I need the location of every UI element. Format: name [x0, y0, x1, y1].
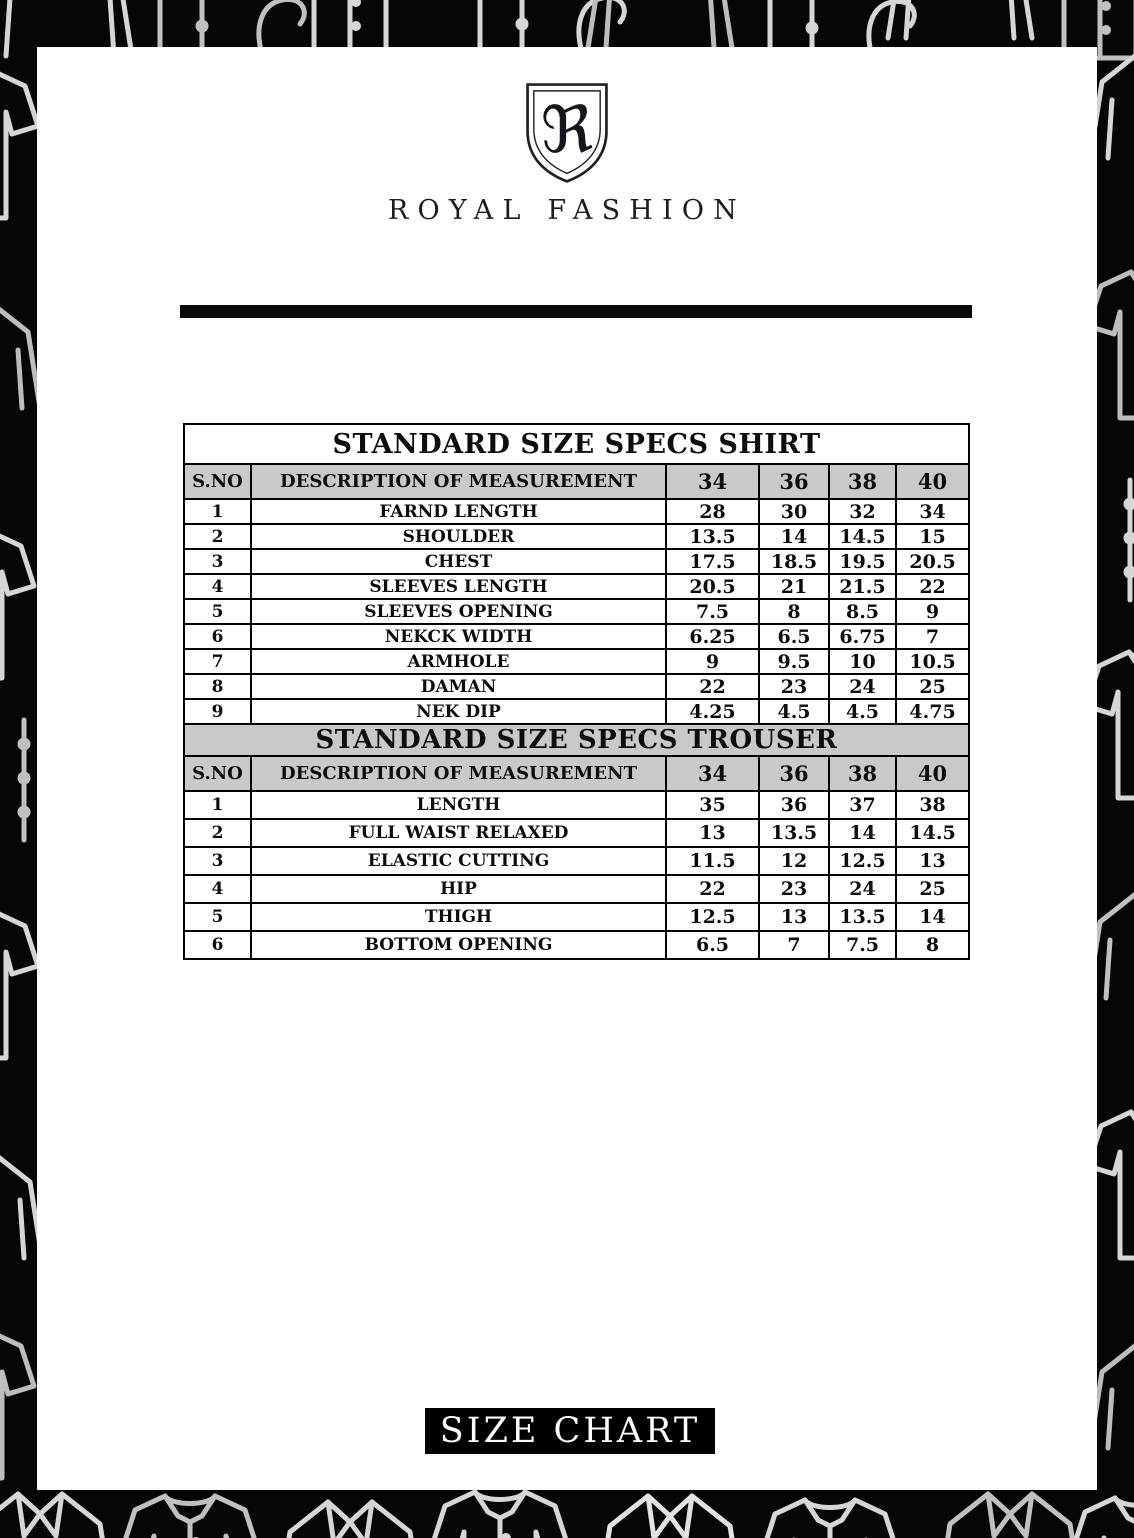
measurement-value: 8: [896, 931, 969, 959]
measurement-value: 13.5: [829, 903, 896, 931]
measurement-name: ARMHOLE: [251, 649, 666, 674]
table-row: [184, 574, 969, 599]
measurement-value: 15: [896, 524, 969, 549]
column-header: S.NO: [184, 464, 251, 499]
row-number: 4: [184, 574, 251, 599]
measurement-name: BOTTOM OPENING: [251, 931, 666, 959]
table-row: [184, 819, 969, 847]
measurement-name: CHEST: [251, 549, 666, 574]
table-row: [184, 791, 969, 819]
table-header-row: [184, 464, 969, 499]
measurement-value: 10: [829, 649, 896, 674]
measurement-value: 6.5: [666, 931, 759, 959]
measurement-value: 7.5: [666, 599, 759, 624]
row-number: 5: [184, 599, 251, 624]
measurement-value: 22: [666, 674, 759, 699]
measurement-value: 14.5: [896, 819, 969, 847]
row-number: 7: [184, 649, 251, 674]
measurement-value: 38: [896, 791, 969, 819]
measurement-name: NEKCK WIDTH: [251, 624, 666, 649]
table-row: [184, 649, 969, 674]
measurement-value: 34: [896, 499, 969, 524]
measurement-value: 6.25: [666, 624, 759, 649]
measurement-value: 14.5: [829, 524, 896, 549]
measurement-value: 12.5: [666, 903, 759, 931]
column-header: 34: [666, 464, 759, 499]
row-number: 5: [184, 903, 251, 931]
logo-letter: ℜ: [540, 92, 594, 168]
measurement-value: 4.75: [896, 699, 969, 724]
measurement-value: 23: [759, 674, 829, 699]
row-number: 2: [184, 524, 251, 549]
row-number: 6: [184, 624, 251, 649]
measurement-value: 30: [759, 499, 829, 524]
measurement-value: 13: [896, 847, 969, 875]
table-row: [184, 499, 969, 524]
table-row: [184, 599, 969, 624]
measurement-name: DAMAN: [251, 674, 666, 699]
measurement-value: 11.5: [666, 847, 759, 875]
measurement-value: 13.5: [759, 819, 829, 847]
row-number: 1: [184, 499, 251, 524]
measurement-value: 12.5: [829, 847, 896, 875]
measurement-value: 21: [759, 574, 829, 599]
measurement-value: 24: [829, 875, 896, 903]
column-header: DESCRIPTION OF MEASUREMENT: [251, 464, 666, 499]
measurement-value: 8: [759, 599, 829, 624]
table-row: [184, 549, 969, 574]
column-header: 36: [759, 464, 829, 499]
table-row: [184, 624, 969, 649]
row-number: 8: [184, 674, 251, 699]
brand-logo: [37, 81, 1097, 226]
measurement-value: 25: [896, 674, 969, 699]
measurement-value: 13: [666, 819, 759, 847]
column-header: 40: [896, 464, 969, 499]
measurement-name: SLEEVES OPENING: [251, 599, 666, 624]
size-chart-badge: [425, 1408, 715, 1454]
pattern-bottom-edge: [0, 1492, 1134, 1538]
measurement-value: 23: [759, 875, 829, 903]
table-title-row: [184, 724, 969, 756]
measurement-value: 25: [896, 875, 969, 903]
white-page: [37, 47, 1097, 1490]
measurement-value: 24: [829, 674, 896, 699]
measurement-value: 7: [759, 931, 829, 959]
measurement-value: 14: [759, 524, 829, 549]
measurement-value: 12: [759, 847, 829, 875]
table-row: [184, 699, 969, 724]
measurement-value: 35: [666, 791, 759, 819]
measurement-value: 20.5: [666, 574, 759, 599]
measurement-value: 22: [666, 875, 759, 903]
table-row: [184, 847, 969, 875]
measurement-value: 20.5: [896, 549, 969, 574]
measurement-value: 28: [666, 499, 759, 524]
measurement-name: SHOULDER: [251, 524, 666, 549]
measurement-value: 4.5: [759, 699, 829, 724]
measurement-value: 9: [666, 649, 759, 674]
measurement-name: LENGTH: [251, 791, 666, 819]
trouser-size-table: [184, 724, 969, 959]
measurement-value: 21.5: [829, 574, 896, 599]
brand-name: ROYAL FASHION: [388, 195, 746, 226]
row-number: 2: [184, 819, 251, 847]
measurement-value: 4.5: [829, 699, 896, 724]
measurement-value: 13.5: [666, 524, 759, 549]
measurement-name: SLEEVES LENGTH: [251, 574, 666, 599]
table-title: STANDARD SIZE SPECS SHIRT: [184, 424, 969, 464]
measurement-value: 8.5: [829, 599, 896, 624]
measurement-value: 14: [896, 903, 969, 931]
measurement-name: HIP: [251, 875, 666, 903]
divider-bar: [180, 305, 972, 318]
measurement-value: 7: [896, 624, 969, 649]
column-header: 40: [896, 756, 969, 791]
measurement-value: 14: [829, 819, 896, 847]
table-row: [184, 674, 969, 699]
column-header: 36: [759, 756, 829, 791]
table-row: [184, 931, 969, 959]
measurement-value: 9.5: [759, 649, 829, 674]
measurement-name: FARND LENGTH: [251, 499, 666, 524]
shirt-size-table: [184, 424, 969, 724]
measurement-value: 19.5: [829, 549, 896, 574]
measurement-name: THIGH: [251, 903, 666, 931]
shield-logo-icon: [522, 81, 612, 185]
column-header: S.NO: [184, 756, 251, 791]
row-number: 4: [184, 875, 251, 903]
measurement-value: 22: [896, 574, 969, 599]
row-number: 3: [184, 549, 251, 574]
measurement-name: NEK DIP: [251, 699, 666, 724]
measurement-value: 9: [896, 599, 969, 624]
size-spec-table: [183, 423, 970, 960]
row-number: 1: [184, 791, 251, 819]
measurement-name: FULL WAIST RELAXED: [251, 819, 666, 847]
column-header: DESCRIPTION OF MEASUREMENT: [251, 756, 666, 791]
row-number: 6: [184, 931, 251, 959]
measurement-value: 18.5: [759, 549, 829, 574]
measurement-value: 32: [829, 499, 896, 524]
column-header: 38: [829, 464, 896, 499]
measurement-value: 37: [829, 791, 896, 819]
measurement-value: 4.25: [666, 699, 759, 724]
row-number: 3: [184, 847, 251, 875]
measurement-value: 36: [759, 791, 829, 819]
measurement-value: 7.5: [829, 931, 896, 959]
table-row: [184, 903, 969, 931]
column-header: 34: [666, 756, 759, 791]
table-title: STANDARD SIZE SPECS TROUSER: [184, 724, 969, 756]
size-chart-label: SIZE CHART: [439, 1411, 701, 1451]
measurement-value: 13: [759, 903, 829, 931]
table-header-row: [184, 756, 969, 791]
table-row: [184, 524, 969, 549]
table-title-row: [184, 424, 969, 464]
row-number: 9: [184, 699, 251, 724]
measurement-value: 6.5: [759, 624, 829, 649]
measurement-name: ELASTIC CUTTING: [251, 847, 666, 875]
measurement-value: 17.5: [666, 549, 759, 574]
column-header: 38: [829, 756, 896, 791]
measurement-value: 10.5: [896, 649, 969, 674]
table-row: [184, 875, 969, 903]
measurement-value: 6.75: [829, 624, 896, 649]
